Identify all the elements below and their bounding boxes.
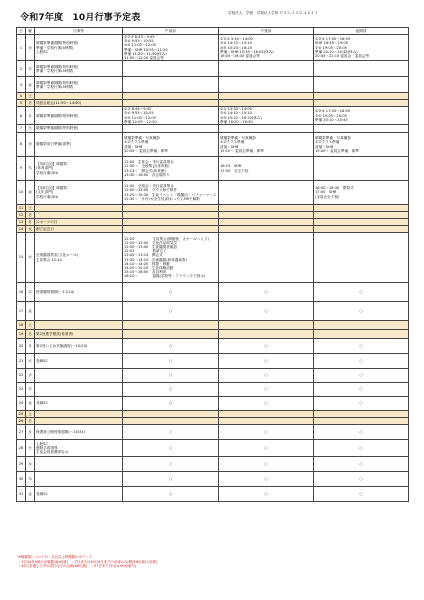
afternoon-cell: ○ <box>219 339 314 354</box>
table-row <box>17 321 409 330</box>
afternoon-cell: ①③ 13:30〜14:00 ②④ 14:10〜15:10 ③⑤ 15:20〜16:20(休み) 準備 16:20〜16:30 <box>219 107 314 125</box>
page-title: 令和7年度 10月行事予定表 <box>20 13 141 23</box>
night-cell: 晴耀祭準備・写真撮影 ①②クラス準備 清掃・SHR 19:40〜 委員会準備、即準 <box>314 133 409 157</box>
afternoon-cell <box>219 411 314 418</box>
morning-cell: ①②③ 8:45〜9:45 ②④ 9:55〜10:55 ③⑤ 11:05〜12:05 準備・SHR 10:55〜11:20 準備 11:20〜11:50(休み) 11:50〜12:20 委員会等 <box>123 35 219 61</box>
weekday-cell: 木 <box>26 61 35 77</box>
afternoon-cell <box>219 233 314 283</box>
table-row <box>17 107 409 125</box>
weekday-cell: 月 <box>26 107 35 125</box>
event-cell: 保護者公開授業週間(〜10/31) <box>35 425 123 440</box>
morning-cell: ○ <box>123 354 219 369</box>
table-row <box>17 205 409 212</box>
night-cell: ①②③ 17:50〜18:50 ②④ 19:05〜20:05 準備 20:10〜20:45 <box>314 107 409 125</box>
weekday-cell: 金 <box>26 397 35 411</box>
night-cell: ○ <box>314 457 409 472</box>
weekday-cell: 金 <box>26 302 35 321</box>
event-cell <box>35 383 123 397</box>
event-cell: 第2回いじめ実態調査(〜10/24) <box>35 339 123 354</box>
day-cell: 24 <box>17 397 26 411</box>
weekday-cell: 日 <box>26 330 35 339</box>
schedule-table <box>16 27 409 502</box>
weekday-cell: 日 <box>26 100 35 107</box>
morning-cell: 晴耀祭準備・写真撮影 ①②クラス準備 清掃・SHR 10:45〜 委員会準備、即準 <box>123 133 219 157</box>
day-cell: 7 <box>17 125 26 133</box>
afternoon-cell: ①②③ 3:30〜14:00 ②④ 14:10〜15:10 ③⑤ 15:20〜16:20 準備・SHR 15:35〜16:05(休み) 16:05〜16:30 委員会等 <box>219 35 314 61</box>
night-cell <box>314 77 409 93</box>
weekday-cell: 火 <box>26 226 35 233</box>
night-cell <box>314 219 409 226</box>
day-cell: 29 <box>17 457 26 472</box>
morning-cell <box>123 219 219 226</box>
day-cell: 20 <box>17 339 26 354</box>
table-row <box>17 100 409 107</box>
afternoon-cell: ○ <box>219 383 314 397</box>
col-afternoon: 午後部 <box>219 28 314 35</box>
day-cell: 21 <box>17 354 26 369</box>
afternoon-cell <box>219 219 314 226</box>
weekday-cell: 火 <box>26 125 35 133</box>
morning-cell: 11:30 全校会・実行委員集合 12:00〜13:00 クラス毎で制作 13:20〜15:30 生徒イベント・模擬店・パフォーマンス 15:30〜 片付け(全生徒)終わったらHRで解散 <box>123 181 219 205</box>
morning-cell: ○ <box>123 487 219 502</box>
afternoon-cell <box>219 418 314 425</box>
weekday-cell: 土 <box>26 93 35 100</box>
afternoon-cell <box>219 330 314 339</box>
morning-cell: ○ <box>123 472 219 487</box>
morning-cell <box>123 321 219 330</box>
event-cell: 長嶋SC <box>35 487 123 502</box>
night-cell: 16:00〜16:30 閉祭式 17:00 SHR (全員完全下校) <box>314 181 409 205</box>
schedule-body <box>17 35 409 502</box>
event-cell <box>35 302 123 321</box>
afternoon-cell: ○ <box>219 472 314 487</box>
day-cell: 25 <box>17 411 26 418</box>
col-weekday: 曜 <box>26 28 35 35</box>
day-cell: 13 <box>17 219 26 226</box>
day-cell: 3 <box>17 77 26 93</box>
morning-cell: ○ <box>123 339 219 354</box>
morning-cell <box>123 125 219 133</box>
table-row <box>17 181 409 205</box>
event-cell: スポーツの日 <box>35 219 123 226</box>
weekday-cell: 土 <box>26 411 35 418</box>
afternoon-cell: ○ <box>219 457 314 472</box>
table-row <box>17 226 409 233</box>
weekday-cell: 土 <box>26 321 35 330</box>
event-cell: 芸術鑑賞教室(文化ホール) 生徒集合 12:20 <box>35 233 123 283</box>
morning-cell <box>123 93 219 100</box>
day-cell: 8 <box>17 133 26 157</box>
night-cell: ○ <box>314 354 409 369</box>
morning-cell <box>123 205 219 212</box>
weekday-cell: 土 <box>26 205 35 212</box>
day-cell: 2 <box>17 61 26 77</box>
table-row <box>17 339 409 354</box>
footnote: ※晴耀祭についての・全日以上時間数のカウント ・7日10月4部の出席数(1H出席) ・7日または10月4日までの出席のみ(晴)5H出席(+出席) ・20日を通じて中の試行などの出席(6H出席) ・27日まで(中止4.4H出席で) <box>18 555 158 569</box>
event-cell <box>35 411 123 418</box>
col-night: 夜間部 <box>314 28 409 35</box>
table-row <box>17 330 409 339</box>
day-cell: 10 <box>17 181 26 205</box>
afternoon-cell <box>219 321 314 330</box>
weekday-cell: 木 <box>26 383 35 397</box>
afternoon-cell <box>219 205 314 212</box>
table-header-row <box>17 28 409 35</box>
morning-cell: ○ <box>123 397 219 411</box>
table-row <box>17 397 409 411</box>
table-row <box>17 418 409 425</box>
night-cell <box>314 205 409 212</box>
afternoon-cell: ○ <box>219 354 314 369</box>
night-cell: ○ <box>314 397 409 411</box>
night-cell: ○ <box>314 339 409 354</box>
weekday-cell: 水 <box>26 369 35 383</box>
night-cell: ○ <box>314 369 409 383</box>
afternoon-cell <box>219 181 314 205</box>
afternoon-cell <box>219 125 314 133</box>
event-cell: 【3部合同】晴耀祭 (文化部門) 学校行事(4H) <box>35 181 123 205</box>
night-cell: ○ <box>314 283 409 302</box>
event-cell: 晴耀祭準備期間(特別時程) <box>35 107 123 125</box>
table-row <box>17 157 409 181</box>
weekday-cell: 木 <box>26 472 35 487</box>
afternoon-cell <box>219 100 314 107</box>
weekday-cell: 日 <box>26 418 35 425</box>
col-day: 日 <box>17 28 26 35</box>
table-row <box>17 219 409 226</box>
table-row <box>17 61 409 77</box>
weekday-cell: 木 <box>26 157 35 181</box>
morning-cell: ○ <box>123 302 219 321</box>
day-cell: 6 <box>17 107 26 125</box>
event-cell <box>35 212 123 219</box>
afternoon-cell: 晴耀祭準備・写真撮影 ①②クラス準備 清掃・SHR 15:10〜 委員会準備、即準 <box>219 133 314 157</box>
morning-cell <box>123 100 219 107</box>
afternoon-cell: ○ <box>219 283 314 302</box>
night-cell: ①②③ 17:50〜18:50 SHR 18:55〜19:05 ②④ 19:05〜20:05 準備 20:10〜20:45(休み) 20:45〜21:15 委員会・委員会等 <box>314 35 409 61</box>
table-row <box>17 302 409 321</box>
weekday-cell: 金 <box>26 77 35 93</box>
day-cell: 27 <box>17 425 26 440</box>
weekday-cell: 水 <box>26 233 35 283</box>
event-cell <box>35 472 123 487</box>
morning-cell: 12:20 生徒集合(開館後、大ホールへ入り) 12:20〜12:50 文化作品展見学 12:50〜13:00 生徒鑑賞者確認 12:55 着席完了 13:00〜13:15 開会式 13:30〜14:10 芸術鑑賞(和楽器演奏) 14:10〜14:20 休憩・移動 14:20〜15:10 生徒体験活動 15:15〜16:00 各自利用 16:10〜 退場(学校等・アナウンスで指示) <box>123 233 219 283</box>
event-cell: 晴耀祭準備期間(特別時程) 準備・学校行事(4時間) 土肥SC <box>35 35 123 61</box>
afternoon-cell: ○ <box>219 425 314 440</box>
night-cell <box>314 100 409 107</box>
event-cell: 晴耀祭準備期間(特別時程) <box>35 125 123 133</box>
night-cell <box>314 233 409 283</box>
night-cell <box>314 330 409 339</box>
weekday-cell: 金 <box>26 181 35 205</box>
event-cell: 授業観察期間(〜11/14) <box>35 283 123 302</box>
day-cell: 17 <box>17 302 26 321</box>
day-cell: 26 <box>17 418 26 425</box>
table-row <box>17 125 409 133</box>
morning-cell <box>123 411 219 418</box>
event-cell: 晴耀祭前日準備(即準) <box>35 133 123 157</box>
weekday-cell: 木 <box>26 283 35 302</box>
weekday-cell: 水 <box>26 133 35 157</box>
afternoon-cell: ○ <box>219 369 314 383</box>
day-cell: 4 <box>17 93 26 100</box>
morning-cell: ○ <box>123 457 219 472</box>
school-address: 学校法人 学校 学校法人学校 ０５５-２２６-４６１１ <box>228 11 318 15</box>
weekday-cell: 火 <box>26 354 35 369</box>
day-cell: 5 <box>17 100 26 107</box>
day-cell: 28 <box>17 440 26 457</box>
night-cell: ○ <box>314 302 409 321</box>
day-cell: 19 <box>17 330 26 339</box>
night-cell <box>314 125 409 133</box>
night-cell: ○ <box>314 472 409 487</box>
morning-cell <box>123 77 219 93</box>
night-cell <box>314 157 409 181</box>
table-row <box>17 35 409 61</box>
weekday-cell: 金 <box>26 487 35 502</box>
night-cell: ○ <box>314 383 409 397</box>
col-events: 行事等 <box>35 28 123 35</box>
day-cell: 1 <box>17 35 26 61</box>
event-cell: 創立記念日 <box>35 226 123 233</box>
weekday-cell: 月 <box>26 425 35 440</box>
morning-cell: ○ <box>123 283 219 302</box>
event-cell <box>35 321 123 330</box>
event-cell: 同窓会総会(11:30〜14:00) <box>35 100 123 107</box>
day-cell: 22 <box>17 369 26 383</box>
afternoon-cell: ○ <box>219 397 314 411</box>
table-row <box>17 383 409 397</box>
afternoon-cell: ○ <box>219 487 314 502</box>
event-cell <box>35 457 123 472</box>
day-cell: 18 <box>17 321 26 330</box>
afternoon-cell <box>219 93 314 100</box>
table-row <box>17 411 409 418</box>
weekday-cell: 月 <box>26 219 35 226</box>
table-row <box>17 354 409 369</box>
day-cell: 31 <box>17 487 26 502</box>
morning-cell: ○ <box>123 440 219 457</box>
night-cell: ○ <box>314 440 409 457</box>
weekday-cell: 日 <box>26 212 35 219</box>
morning-cell <box>123 212 219 219</box>
afternoon-cell: 16:15 SHR 17:00 完全下校 <box>219 157 314 181</box>
weekday-cell: 火 <box>26 440 35 457</box>
event-cell: 晴耀祭準備期間(特別時程) 準備・学校行事(4時間) <box>35 61 123 77</box>
event-cell: 第2回進学模試(希望者) <box>35 330 123 339</box>
col-morning: 午前部 <box>123 28 219 35</box>
event-cell <box>35 205 123 212</box>
morning-cell <box>123 418 219 425</box>
morning-cell: 12:00 生徒会・実行委員集合 12:30〜 全校集会(体育館) 13:15〜 開会式(体育館) 13:30〜16:00 各会場作り <box>123 157 219 181</box>
morning-cell: ○ <box>123 369 219 383</box>
table-row <box>17 440 409 457</box>
event-cell: 長嶋SC <box>35 397 123 411</box>
table-row <box>17 93 409 100</box>
event-cell: 【3部合同】晴耀祭 (体育部門) 学校行事(4H) <box>35 157 123 181</box>
event-cell <box>35 418 123 425</box>
afternoon-cell <box>219 61 314 77</box>
morning-cell: ○ <box>123 425 219 440</box>
weekday-cell: 月 <box>26 339 35 354</box>
morning-cell: ①③ 8:45〜9:45 ②④ 9:55〜10:55 ③⑤ 11:05〜12:05 準備 12:05〜12:20 <box>123 107 219 125</box>
night-cell <box>314 93 409 100</box>
table-row <box>17 425 409 440</box>
afternoon-cell <box>219 77 314 93</box>
day-cell: 11 <box>17 205 26 212</box>
table-row <box>17 457 409 472</box>
table-row <box>17 369 409 383</box>
morning-cell <box>123 330 219 339</box>
morning-cell <box>123 226 219 233</box>
day-cell: 9 <box>17 157 26 181</box>
morning-cell <box>123 61 219 77</box>
event-cell: 土肥SC 進路学習指導 生徒会役員選挙告示 <box>35 440 123 457</box>
table-row <box>17 133 409 157</box>
day-cell: 30 <box>17 472 26 487</box>
afternoon-cell: ○ <box>219 302 314 321</box>
night-cell <box>314 321 409 330</box>
night-cell: ○ <box>314 425 409 440</box>
day-cell: 14 <box>17 226 26 233</box>
night-cell <box>314 61 409 77</box>
afternoon-cell: ○ <box>219 440 314 457</box>
morning-cell: ○ <box>123 383 219 397</box>
night-cell: ○ <box>314 487 409 502</box>
night-cell <box>314 226 409 233</box>
event-cell <box>35 93 123 100</box>
table-row <box>17 233 409 283</box>
table-row <box>17 487 409 502</box>
night-cell <box>314 418 409 425</box>
day-cell: 12 <box>17 212 26 219</box>
event-cell: 長嶋SC <box>35 354 123 369</box>
day-cell: 23 <box>17 383 26 397</box>
table-row <box>17 77 409 93</box>
event-cell: 晴耀祭準備期間(特別時程) 準備・学校行事(4時間) <box>35 77 123 93</box>
table-row <box>17 472 409 487</box>
afternoon-cell <box>219 212 314 219</box>
table-row <box>17 283 409 302</box>
day-cell: 16 <box>17 283 26 302</box>
weekday-cell: 水 <box>26 457 35 472</box>
weekday-cell: 水 <box>26 35 35 61</box>
event-cell <box>35 369 123 383</box>
afternoon-cell <box>219 226 314 233</box>
night-cell <box>314 212 409 219</box>
night-cell <box>314 411 409 418</box>
day-cell: 15 <box>17 233 26 283</box>
table-row <box>17 212 409 219</box>
